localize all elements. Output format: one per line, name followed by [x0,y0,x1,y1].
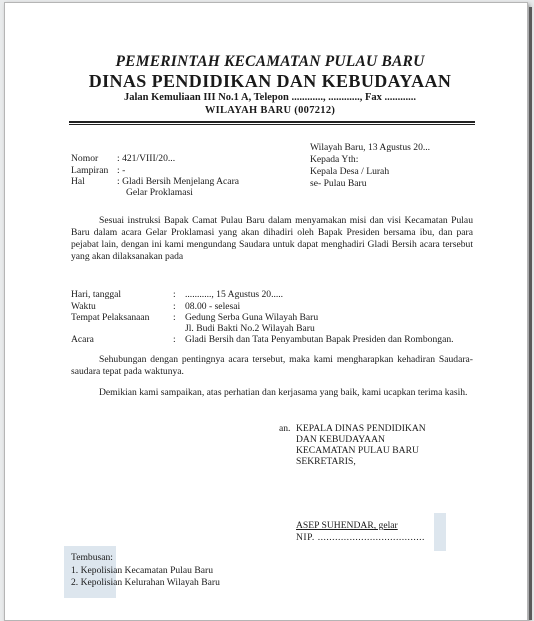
closing-paragraph-1: Sehubungan dengan pentingnya acara tersebut, maka kami mengharapkan kehadiran Saudara-saudara tepat pada waktunya. [71,354,473,377]
letterhead-region: WILAYAH BARU (007212) [204,105,336,116]
signature-on-behalf: an. [279,423,291,434]
letterhead-address: Jalan Kemuliaan III No.1 A, Telepon ............, ............, Fax ............ [124,92,416,103]
signatory-nip: NIP. ..................................... [296,532,425,543]
lampiran-label: Lampiran [71,165,109,176]
letterhead-rule-thin [69,124,475,125]
scan-shade-right [434,513,446,551]
nomor-label: Nomor [71,153,99,164]
letter-date: Wilayah Baru, 13 Agustus 20... [310,142,431,153]
intro-paragraph: Sesuai instruksi Bapak Camat Pulau Baru dalam menyamakan misi dan visi Kecamatan Pulau Baru dalam acara Gelar Proklamasi yang akan dihadiri oleh Bapak Presiden bersama ibu, dan para pejabat lain, dengan ini kami mengundang Saudara untuk dapat menghadiri Gladi Bersih acara tersebut yang akan dilaksanakan pada [71,215,473,262]
detail-colon-time: : [173,301,176,312]
detail-label-event: Acara [71,334,94,345]
tembusan-item: 2. Kepolisian Kelurahan Wilayah Baru [71,577,220,588]
signature-title-4: SEKRETARIS, [296,456,356,467]
hal-value-line2: Gelar Proklamasi [126,187,193,198]
detail-label-time: Waktu [71,301,96,312]
letter-page [4,2,528,621]
signature-title-1: KEPALA DINAS PENDIDIKAN [296,423,426,434]
detail-label-date: Hari, tanggal [71,289,122,300]
closing-paragraph-2: Demikian kami sampaikan, atas perhatian dan kerjasama yang baik, kami ucapkan terima kasih. [99,387,468,398]
signature-title-2: DAN KEBUDAYAAN [296,434,385,445]
detail-value-venue-address: Jl. Budi Bakti No.2 Wilayah Baru [185,323,315,334]
detail-value-time: 08.00 - selesai [185,301,241,312]
signatory-name: ASEP SUHENDAR, gelar [296,520,398,531]
detail-colon-date: : [173,289,176,300]
detail-colon-event: : [173,334,176,345]
detail-value-venue: Gedung Serba Guna Wilayah Baru [185,312,319,323]
detail-colon-venue: : [173,312,176,323]
letterhead-government: PEMERINTAH KECAMATAN PULAU BARU [115,53,425,70]
recipient-title: Kepala Desa / Lurah [310,166,390,177]
letterhead-agency: DINAS PENDIDIKAN DAN KEBUDAYAAN [88,71,452,91]
nomor-value: : 421/VIII/20... [117,153,176,164]
detail-label-venue: Tempat Pelaksanaan [71,312,150,323]
tembusan-label: Tembusan: [71,552,113,563]
recipient-area: se- Pulau Baru [310,178,367,189]
hal-value: : Gladi Bersih Menjelang Acara [117,176,240,187]
signature-title-3: KECAMATAN PULAU BARU [296,445,419,456]
detail-value-date: ..........., 15 Agustus 20..... [185,289,284,300]
lampiran-value: : - [117,165,126,176]
letterhead-rule-thick [69,121,475,123]
tembusan-item: 1. Kepolisian Kecamatan Pulau Baru [71,565,213,576]
hal-label: Hal [71,176,85,187]
detail-value-event: Gladi Bersih dan Tata Penyambutan Bapak Presiden dan Rombongan. [185,334,454,345]
recipient-salutation: Kepada Yth: [310,154,359,165]
